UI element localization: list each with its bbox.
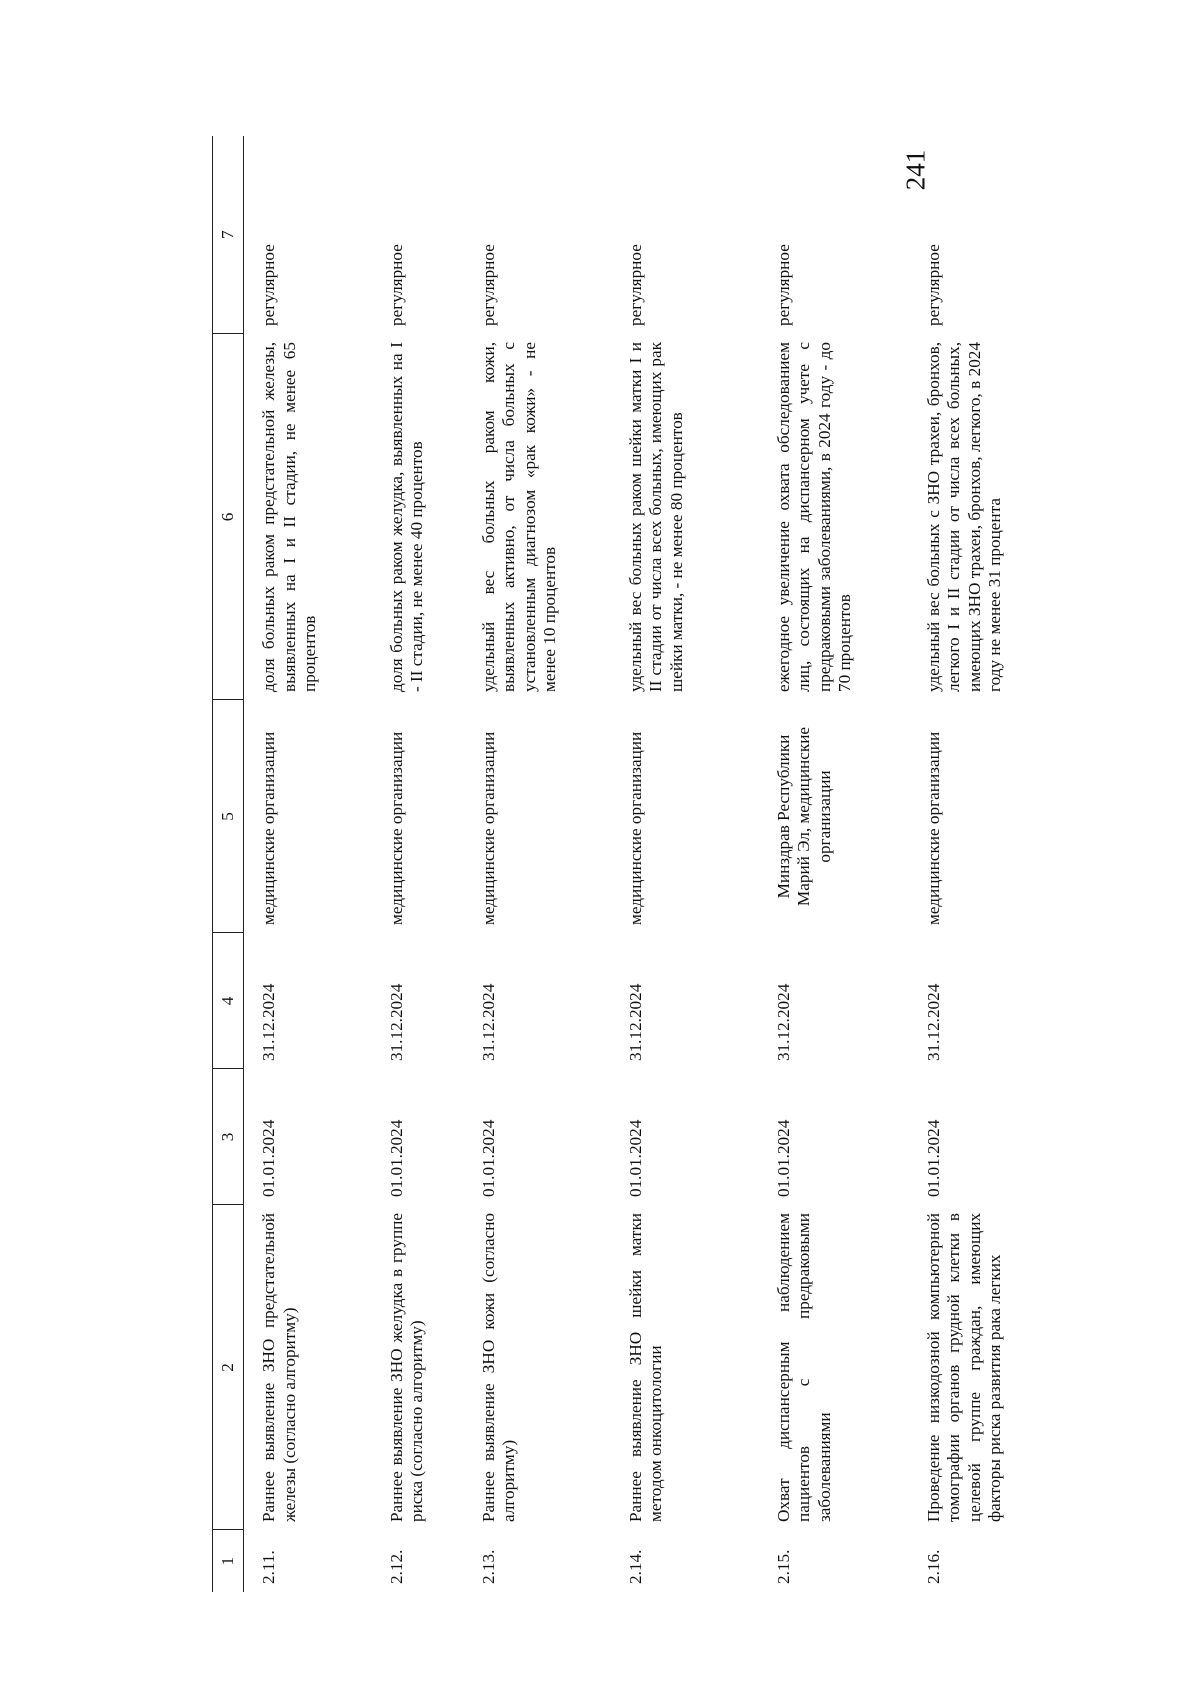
periodicity: регулярное <box>259 244 278 326</box>
indicator: ежегодное увеличение охвата обследованием лиц, состоящих на диспансерном учете с предраковыми заболеваниями, в 2024 году - до 70 процентов <box>773 342 854 692</box>
event-name: Проведение низкодозной компьютерной томографии органов грудной клетки в целевой группе граждан, имеющих факторы риска развития рака легких <box>923 1213 1004 1522</box>
header-cell: 3 <box>213 1069 244 1205</box>
end-date: 31.12.2024 <box>259 983 278 1061</box>
start-date: 01.01.2024 <box>478 1119 498 1197</box>
indicator: доля больных раком предстательной железы, выявленных на I и II стадии, не менее 65 процентов <box>259 342 319 692</box>
indicator: удельный вес больных с ЗНО трахеи, бронхов, легкого I и II стадии от числа всех больных, имеющих ЗНО трахеи, бронхов, легкого, в 2024 году не менее 31 процента <box>923 342 1004 692</box>
table-row <box>372 136 464 1592</box>
page-number: 241 <box>900 149 931 191</box>
event-name: Раннее выявление ЗНО желудка в группе риска (согласно алгоритму) <box>386 1213 426 1522</box>
row-number: 2.11. <box>259 1550 278 1584</box>
periodicity: регулярное <box>478 244 498 326</box>
table-row <box>909 136 1059 1592</box>
executor: Минздрав Республики Марий Эл, медицинские организации <box>773 726 834 907</box>
end-date: 31.12.2024 <box>773 983 793 1061</box>
table-row <box>244 136 372 1592</box>
row-number: 2.14. <box>625 1549 645 1584</box>
end-date: 31.12.2024 <box>923 983 943 1061</box>
executor: медицинские организации <box>386 731 406 925</box>
executor: медицинские организации <box>625 731 645 925</box>
periodicity: регулярное <box>773 244 793 326</box>
executor: медицинские организации <box>259 731 278 925</box>
header-cell: 5 <box>213 700 244 933</box>
executor: медицинские организации <box>923 731 943 925</box>
indicator: доля больных раком желудка, выявленных на I - II стадии, не менее 40 процентов <box>386 342 426 692</box>
row-number: 2.13. <box>478 1549 498 1584</box>
header-cell: 7 <box>213 136 244 334</box>
event-name: Раннее выявление ЗНО кожи (согласно алгоритму) <box>478 1213 518 1522</box>
table-row <box>464 136 611 1592</box>
end-date: 31.12.2024 <box>478 983 498 1061</box>
start-date: 01.01.2024 <box>386 1119 406 1197</box>
header-cell: 6 <box>213 334 244 700</box>
start-date: 01.01.2024 <box>923 1119 943 1197</box>
header-cell: 4 <box>213 933 244 1069</box>
row-number: 2.16. <box>923 1549 943 1584</box>
rotated-table-container <box>212 136 1112 1592</box>
end-date: 31.12.2024 <box>625 983 645 1061</box>
start-date: 01.01.2024 <box>259 1119 278 1197</box>
end-date: 31.12.2024 <box>386 983 406 1061</box>
periodicity: регулярное <box>386 244 406 326</box>
row-number: 2.12. <box>386 1549 406 1584</box>
periodicity: регулярное <box>625 244 645 326</box>
executor: медицинские организации <box>478 731 498 925</box>
header-cell: 1 <box>213 1530 244 1592</box>
event-name: Раннее выявление ЗНО шейки матки методом онкоцитологии <box>625 1213 665 1522</box>
event-name: Раннее выявление ЗНО предстательной железы (согласно алгоритму) <box>259 1213 299 1522</box>
header-cell: 2 <box>213 1205 244 1530</box>
row-number: 2.15. <box>773 1549 793 1584</box>
event-name: Охват диспансерным наблюдением пациентов с предраковыми заболеваниями <box>773 1213 834 1522</box>
measures-table <box>212 136 1059 1592</box>
periodicity: регулярное <box>923 244 943 326</box>
table-row <box>611 136 759 1592</box>
table-row <box>759 136 909 1592</box>
indicator: удельный вес больных раком шейки матки I и II стадии от числа всех больных, имеющих рак шейки матки, - не менее 80 процентов <box>625 342 686 692</box>
start-date: 01.01.2024 <box>625 1119 645 1197</box>
indicator: удельный вес больных раком кожи, выявленных активно, от числа больных с установленным диагнозом «рак кожи» - не менее 10 процентов <box>478 342 559 692</box>
header-row <box>213 136 244 1592</box>
start-date: 01.01.2024 <box>773 1119 793 1197</box>
